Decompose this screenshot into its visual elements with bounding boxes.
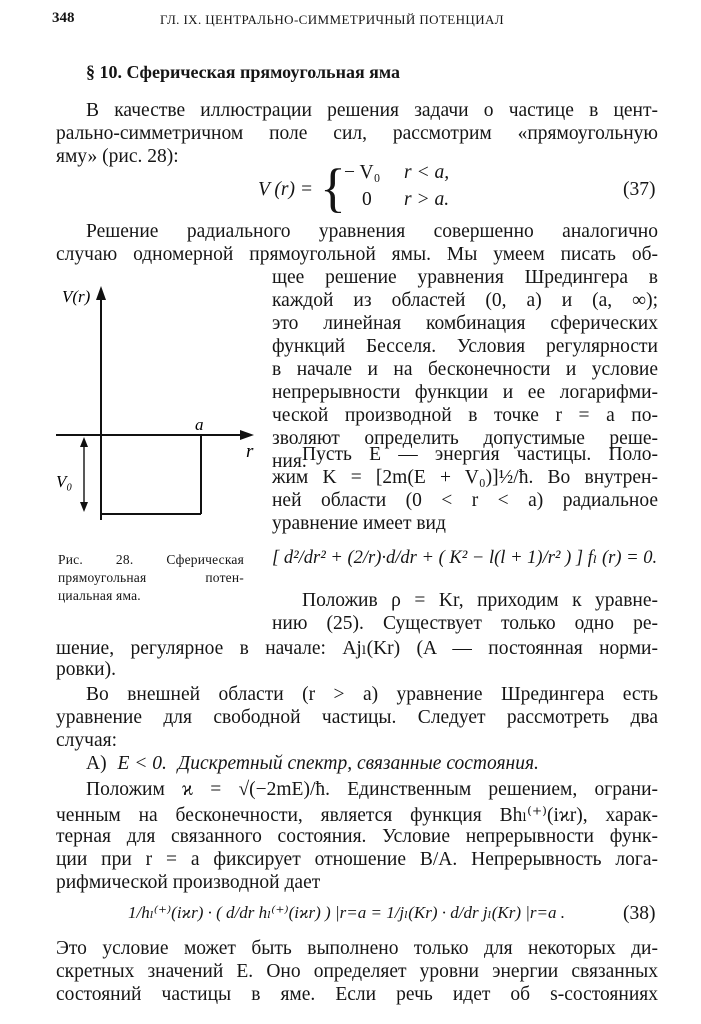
page-number: 348 — [52, 10, 75, 26]
eq37-case1-cond: r < a, — [404, 162, 450, 183]
equation-38: 1/hₗ⁽⁺⁾(iϰr) · ( d/dr hₗ⁽⁺⁾(iϰr) ) |r=a = 1/jₗ(Kr) · d/dr jₗ(Kr) |r=a . — [128, 903, 566, 922]
para1-line-3: яму» (рис. 28): — [56, 146, 179, 167]
para5-line-2: уравнение для свободной частицы. Следует рассмотреть два — [56, 707, 658, 728]
figure-28 — [50, 282, 265, 522]
fig-x-label: r — [246, 441, 254, 462]
equation-37 — [258, 160, 478, 220]
radial-equation: [ d²/dr² + (2/r)·d/dr + ( K² − l(l + 1)/r² ) ] fₗ (r) = 0. — [272, 548, 658, 568]
fig-a-label: a — [195, 415, 204, 434]
caption-line-2: прямоугольная потен- — [58, 570, 244, 585]
eq38-number: (38) — [623, 903, 656, 924]
para2-wrap-8: зволяют определить допустимые реше- — [272, 428, 658, 449]
section-title: § 10. Сферическая прямоугольная яма — [86, 62, 401, 82]
caption-line-3: циальная яма. — [58, 588, 141, 603]
para3-line-3: ней области (0 < r < a) радиальное — [272, 490, 658, 511]
para3-line-1: Пусть E — энергия частицы. Поло- — [302, 444, 658, 465]
para2-wrap-3: это линейная комбинация сферических — [272, 313, 658, 334]
para6-line-2: ченным на бесконечности, является функция Bhₗ⁽⁺⁾(iϰr), харак- — [56, 805, 658, 826]
para3-line-4: уравнение имеет вид — [272, 513, 446, 534]
eq37-brace: { — [320, 158, 346, 218]
caption-line-1: Рис. 28. Сферическая — [58, 552, 244, 567]
para2-wrap-1: щее решение уравнения Шредингера в — [272, 267, 658, 288]
eq37-case2-cond: r > a. — [404, 189, 450, 210]
para6-line-5: рифмической производной дает — [56, 872, 321, 893]
running-title: ГЛ. IX. ЦЕНТРАЛЬНО-СИММЕТРИЧНЫЙ ПОТЕНЦИАЛ — [160, 12, 504, 27]
para4-line-2: нию (25). Существует только одно ре- — [272, 613, 658, 634]
depth-arrow-up — [80, 437, 88, 447]
case-a — [86, 753, 539, 775]
para2-wrap-2: каждой из областей (0, a) и (a, ∞); — [272, 290, 658, 311]
para3-line-2: жим K = [2m(E + V₀)]½/ħ. Во внутрен- — [272, 467, 658, 488]
para4-line-3: шение, регулярное в начале: Ajₗ(Kr) (A — постоянная норми- — [56, 638, 658, 659]
case-a-label: А) — [86, 753, 107, 774]
x-axis-arrow — [240, 430, 254, 440]
para6-line-3: терная для связанного состояния. Условие непрерывности функ- — [56, 826, 658, 847]
case-a-condition: E < 0. — [117, 753, 167, 774]
para7-line-3: состояний частицы в яме. Если речь идет об s-состояниях — [56, 984, 658, 1005]
eq37-case1-value: − V₀ — [344, 162, 381, 183]
eq37-lhs: V (r) = — [258, 179, 314, 200]
para1-line-2: рально-симметричном поле сил, рассмотрим «прямоугольную — [56, 123, 658, 144]
para2-line-2: случаю одномерной прямоугольной ямы. Мы умеем писать об- — [56, 244, 658, 265]
para4-line-4: ровки). — [56, 659, 116, 680]
case-a-text: Дискретный спектр, связанные состояния. — [177, 753, 539, 774]
para2-wrap-9: ния. — [272, 451, 307, 472]
fig-depth-label: V₀ — [56, 472, 73, 491]
para7-line-2: скретных значений E. Оно определяет уровни энергии связанных — [56, 961, 658, 982]
para2-line-1: Решение радиального уравнения совершенно аналогично — [86, 221, 658, 242]
para5-line-1: Во внешней области (r > a) уравнение Шредингера есть — [86, 684, 658, 705]
depth-arrow-down — [80, 502, 88, 512]
para2-wrap-7: ческой производной в точке r = a по- — [272, 405, 658, 426]
para2-wrap-6: непрерывности функции и ее логарифми- — [272, 382, 658, 403]
eq37-case2-value: 0 — [362, 189, 372, 210]
para5-line-3: случая: — [56, 730, 117, 751]
para1-line-1: В качестве иллюстрации решения задачи о частице в цент- — [86, 100, 658, 121]
y-axis-arrow — [96, 286, 106, 300]
para6-line-1: Положим ϰ = √(−2mE)/ħ. Единственным решением, ограни- — [86, 779, 658, 800]
para6-line-4: ции при r = a фиксирует отношение B/A. Непрерывность лога- — [56, 849, 658, 870]
para2-wrap-4: функций Бесселя. Условия регулярности — [272, 336, 658, 357]
para7-line-1: Это условие может быть выполнено только для некоторых ди- — [56, 938, 658, 959]
eq37-number: (37) — [623, 179, 656, 200]
para2-wrap-5: в начале и на бесконечности и условие — [272, 359, 658, 380]
para4-line-1: Положив ρ = Kr, приходим к уравне- — [302, 590, 658, 611]
fig-y-label: V(r) — [62, 287, 91, 306]
